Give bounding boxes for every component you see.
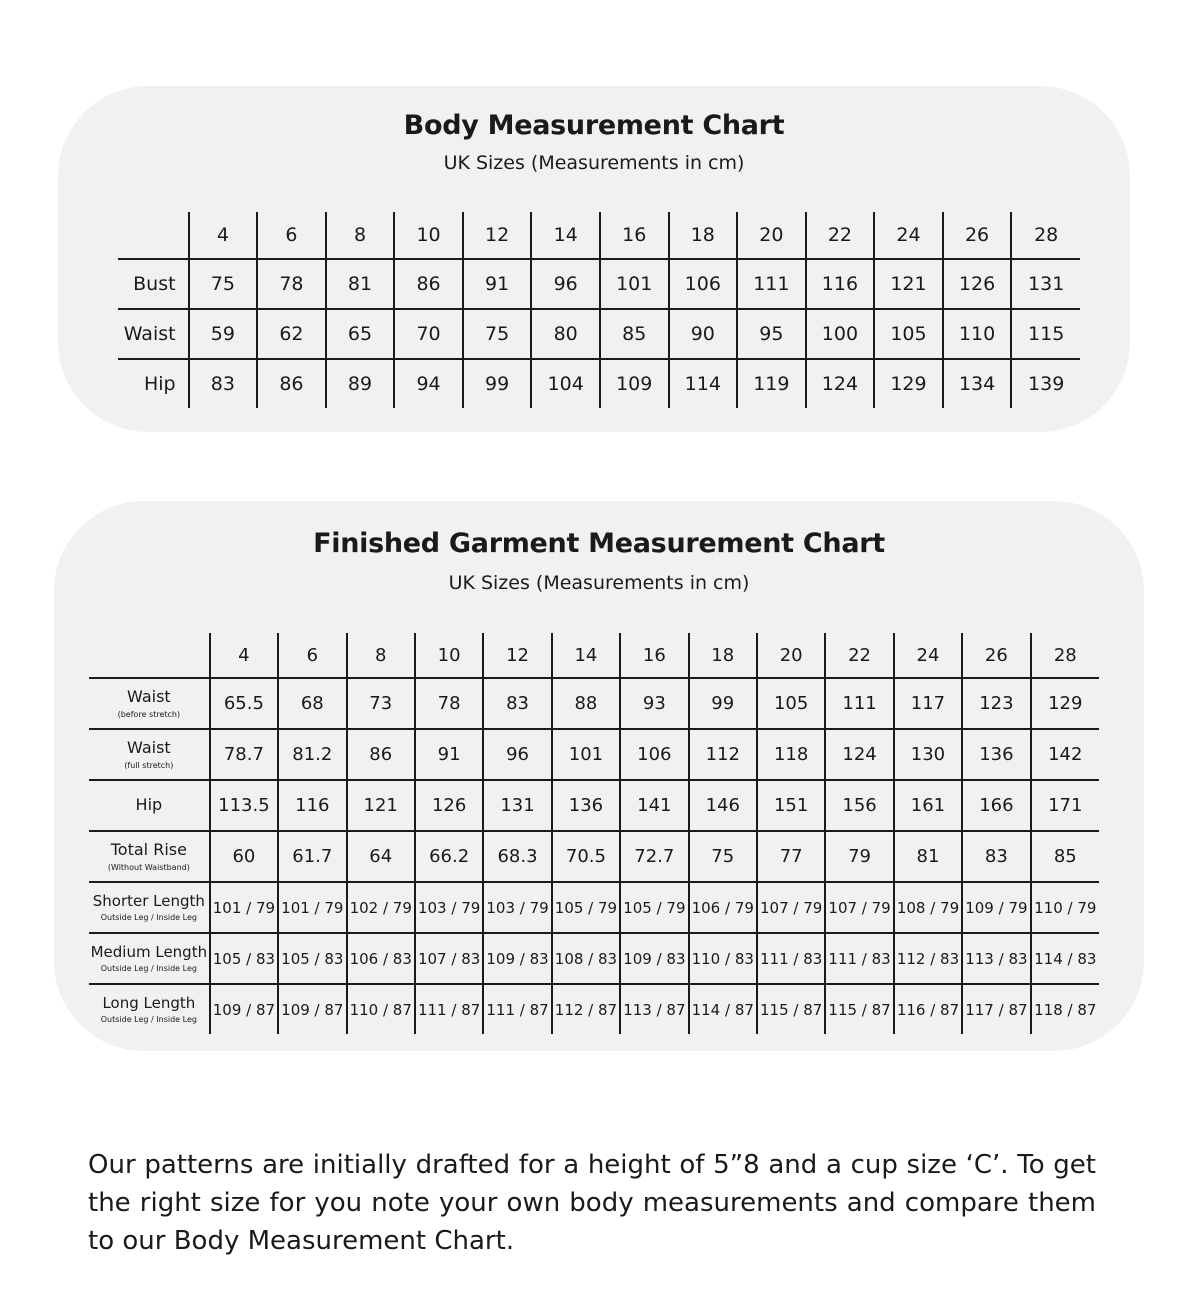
measurement-cell: 111 / 83 [757,933,825,984]
measurement-cell: 109 [600,359,669,408]
measurement-cell: 59 [189,309,258,359]
measurement-cell: 114 [669,359,738,408]
measurement-cell: 104 [531,359,600,408]
measurement-cell: 116 [278,780,346,831]
header-row [89,633,1099,678]
body-measurement-card [58,86,1130,432]
measurement-cell: 110 / 87 [347,984,415,1034]
size-header: 4 [210,633,278,678]
measurement-cell: 78 [257,259,326,309]
measurement-cell: 65 [326,309,395,359]
measurement-cell: 124 [825,729,893,780]
measurement-cell: 123 [962,678,1030,729]
size-header: 24 [874,212,943,259]
measurement-cell: 115 / 87 [757,984,825,1034]
size-header: 22 [825,633,893,678]
measurement-cell: 124 [806,359,875,408]
measurement-cell: 110 [943,309,1012,359]
measurement-cell: 107 / 83 [415,933,483,984]
row-label-text: Hip [135,795,163,815]
measurement-cell: 79 [825,831,893,882]
measurement-cell: 112 [689,729,757,780]
corner-cell [89,633,210,678]
measurement-cell: 85 [600,309,669,359]
measurement-cell: 99 [689,678,757,729]
row-label: Bust [118,259,189,309]
measurement-cell: 146 [689,780,757,831]
row-label [89,678,210,729]
measurement-cell: 101 [600,259,669,309]
measurement-cell: 86 [347,729,415,780]
size-header: 10 [394,212,463,259]
measurement-cell: 77 [757,831,825,882]
row-label [89,780,210,831]
measurement-cell: 131 [1011,259,1080,309]
size-header: 28 [1031,633,1099,678]
table-row [89,780,1099,831]
measurement-cell: 121 [874,259,943,309]
size-header: 6 [278,633,346,678]
measurement-cell: 141 [620,780,688,831]
size-header: 12 [483,633,551,678]
measurement-cell: 80 [531,309,600,359]
size-header: 10 [415,633,483,678]
row-label-note: (full stretch) [124,760,174,770]
size-header: 16 [620,633,688,678]
measurement-cell: 105 / 79 [620,882,688,933]
measurement-cell: 107 / 79 [757,882,825,933]
measurement-cell: 106 [620,729,688,780]
measurement-cell: 112 / 83 [894,933,962,984]
measurement-cell: 109 / 87 [210,984,278,1034]
measurement-cell: 105 [757,678,825,729]
size-header: 16 [600,212,669,259]
measurement-cell: 136 [962,729,1030,780]
measurement-cell: 113.5 [210,780,278,831]
measurement-cell: 109 / 87 [278,984,346,1034]
measurement-cell: 115 / 87 [825,984,893,1034]
measurement-cell: 101 [552,729,620,780]
measurement-cell: 61.7 [278,831,346,882]
row-label-note: Outside Leg / Inside Leg [100,1015,197,1025]
measurement-cell: 96 [531,259,600,309]
measurement-cell: 101 / 79 [210,882,278,933]
measurement-cell: 68.3 [483,831,551,882]
measurement-cell: 68 [278,678,346,729]
measurement-cell: 60 [210,831,278,882]
body-chart-subtitle: UK Sizes (Measurements in cm) [443,152,745,174]
measurement-cell: 105 [874,309,943,359]
row-label-text: Waist [127,738,171,758]
measurement-cell: 110 / 79 [1031,882,1099,933]
measurement-cell: 171 [1031,780,1099,831]
measurement-cell: 105 / 83 [278,933,346,984]
corner-cell [118,212,189,259]
measurement-cell: 129 [874,359,943,408]
measurement-cell: 107 / 79 [825,882,893,933]
measurement-cell: 111 [825,678,893,729]
row-label: Hip [118,359,189,408]
measurement-cell: 96 [483,729,551,780]
measurement-cell: 85 [1031,831,1099,882]
table-row [89,933,1099,984]
measurement-cell: 126 [943,259,1012,309]
row-label [89,882,210,933]
size-header: 20 [757,633,825,678]
measurement-cell: 116 [806,259,875,309]
measurement-cell: 129 [1031,678,1099,729]
measurement-cell: 70 [394,309,463,359]
row-label [89,831,210,882]
size-header: 14 [552,633,620,678]
measurement-cell: 111 / 87 [415,984,483,1034]
table-row [89,831,1099,882]
table-row [118,309,1080,359]
measurement-cell: 81 [326,259,395,309]
measurement-cell: 111 [737,259,806,309]
measurement-cell: 117 / 87 [962,984,1030,1034]
row-label-text: Long Length [102,993,196,1012]
garment-chart-title: Finished Garment Measurement Chart [313,528,885,559]
measurement-cell: 161 [894,780,962,831]
row-label [89,933,210,984]
measurement-cell: 86 [257,359,326,408]
size-header: 8 [326,212,395,259]
garment-measurement-card [54,501,1144,1051]
size-header: 18 [669,212,738,259]
measurement-cell: 108 / 83 [552,933,620,984]
measurement-cell: 66.2 [415,831,483,882]
measurement-cell: 114 / 83 [1031,933,1099,984]
measurement-cell: 94 [394,359,463,408]
measurement-cell: 112 / 87 [552,984,620,1034]
measurement-cell: 130 [894,729,962,780]
measurement-cell: 65.5 [210,678,278,729]
header-row [118,212,1080,259]
measurement-cell: 83 [962,831,1030,882]
measurement-cell: 105 / 79 [552,882,620,933]
size-header: 14 [531,212,600,259]
garment-measurement-table [89,633,1099,1034]
measurement-cell: 91 [463,259,532,309]
size-header: 20 [737,212,806,259]
measurement-cell: 64 [347,831,415,882]
size-header: 6 [257,212,326,259]
row-label-note: Outside Leg / Inside Leg [100,964,197,974]
measurement-cell: 83 [189,359,258,408]
measurement-cell: 70.5 [552,831,620,882]
measurement-cell: 100 [806,309,875,359]
row-label [89,729,210,780]
measurement-cell: 106 / 83 [347,933,415,984]
measurement-cell: 118 [757,729,825,780]
measurement-cell: 113 / 87 [620,984,688,1034]
measurement-cell: 106 [669,259,738,309]
body-measurement-table [118,212,1080,408]
size-header: 26 [943,212,1012,259]
measurement-cell: 115 [1011,309,1080,359]
measurement-cell: 106 / 79 [689,882,757,933]
table-row [118,359,1080,408]
measurement-cell: 91 [415,729,483,780]
measurement-cell: 72.7 [620,831,688,882]
table-row [89,678,1099,729]
measurement-cell: 73 [347,678,415,729]
size-header: 26 [962,633,1030,678]
measurement-cell: 109 / 79 [962,882,1030,933]
measurement-cell: 166 [962,780,1030,831]
measurement-cell: 117 [894,678,962,729]
row-label-note: (Without Waistband) [107,862,190,872]
table-row [89,984,1099,1034]
measurement-cell: 126 [415,780,483,831]
row-label: Waist [118,309,189,359]
sizing-note: Our patterns are initially drafted for a height of 5”8 and a cup size ‘C’. To get the right size for you note your own body measurements and compare them to our Body Measurement Chart. [88,1150,1096,1256]
garment-chart-subtitle: UK Sizes (Measurements in cm) [448,572,750,594]
size-header: 12 [463,212,532,259]
measurement-cell: 89 [326,359,395,408]
measurement-cell: 78 [415,678,483,729]
measurement-cell: 101 / 79 [278,882,346,933]
measurement-cell: 83 [483,678,551,729]
row-label-text: Medium Length [90,942,208,961]
measurement-cell: 109 / 83 [620,933,688,984]
measurement-cell: 103 / 79 [483,882,551,933]
table-row [89,882,1099,933]
row-label-note: Outside Leg / Inside Leg [100,913,197,923]
body-chart-title: Body Measurement Chart [403,110,785,141]
measurement-cell: 95 [737,309,806,359]
size-header: 22 [806,212,875,259]
measurement-cell: 142 [1031,729,1099,780]
measurement-cell: 108 / 79 [894,882,962,933]
measurement-cell: 75 [463,309,532,359]
measurement-cell: 75 [189,259,258,309]
measurement-cell: 151 [757,780,825,831]
measurement-cell: 109 / 83 [483,933,551,984]
measurement-cell: 86 [394,259,463,309]
measurement-cell: 99 [463,359,532,408]
measurement-cell: 90 [669,309,738,359]
measurement-cell: 110 / 83 [689,933,757,984]
measurement-cell: 78.7 [210,729,278,780]
measurement-cell: 121 [347,780,415,831]
measurement-cell: 113 / 83 [962,933,1030,984]
size-header: 24 [894,633,962,678]
measurement-cell: 88 [552,678,620,729]
measurement-cell: 156 [825,780,893,831]
table-row [118,259,1080,309]
row-label [89,984,210,1034]
measurement-cell: 136 [552,780,620,831]
measurement-cell: 75 [689,831,757,882]
measurement-cell: 116 / 87 [894,984,962,1034]
measurement-cell: 118 / 87 [1031,984,1099,1034]
measurement-cell: 102 / 79 [347,882,415,933]
size-header: 4 [189,212,258,259]
measurement-cell: 81.2 [278,729,346,780]
measurement-cell: 105 / 83 [210,933,278,984]
size-header: 28 [1011,212,1080,259]
measurement-cell: 111 / 87 [483,984,551,1034]
row-label-text: Shorter Length [92,891,205,910]
row-label-text: Waist [127,687,171,707]
measurement-cell: 119 [737,359,806,408]
measurement-cell: 131 [483,780,551,831]
measurement-cell: 62 [257,309,326,359]
measurement-cell: 139 [1011,359,1080,408]
measurement-cell: 81 [894,831,962,882]
size-header: 8 [347,633,415,678]
measurement-cell: 111 / 83 [825,933,893,984]
row-label-text: Total Rise [110,840,187,860]
measurement-cell: 93 [620,678,688,729]
size-header: 18 [689,633,757,678]
row-label-note: (before stretch) [117,709,181,719]
measurement-cell: 114 / 87 [689,984,757,1034]
measurement-cell: 134 [943,359,1012,408]
measurement-cell: 103 / 79 [415,882,483,933]
table-row [89,729,1099,780]
